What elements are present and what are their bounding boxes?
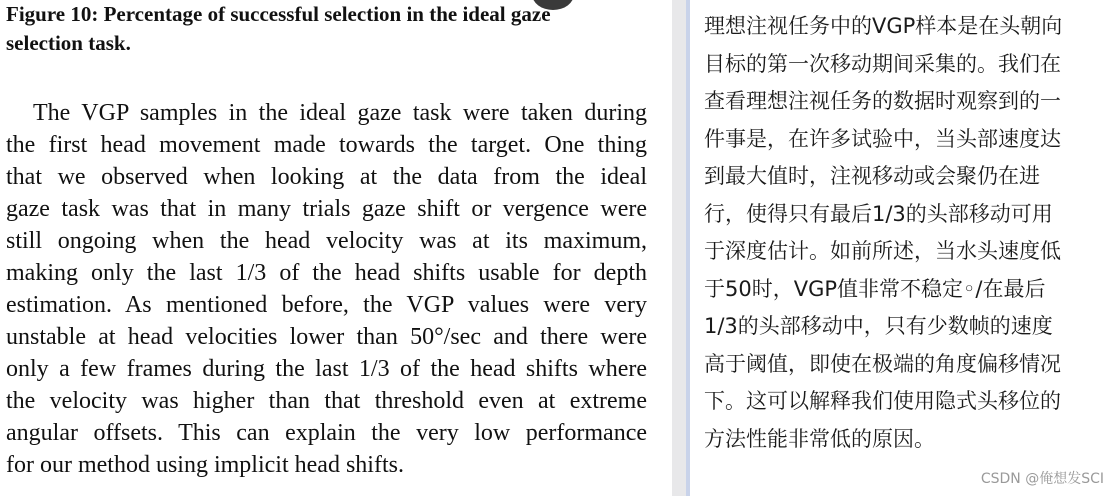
figure-caption-line-1: Figure 10: Percentage of successful selection in the ideal gaze [6, 2, 551, 26]
translation-line: 1/3的头部移动中，只有少数帧的速度 [704, 314, 1053, 338]
paragraph-line: still ongoing when the head velocity was at its maximum, [6, 228, 647, 254]
translation-line: 方法性能非常低的原因。 [704, 426, 935, 451]
paragraph-line: the first head movement made towards the target. One thing [6, 132, 647, 158]
translation-line: 到最大值时，注视移动或会聚仍在进 [704, 164, 1040, 188]
paragraph-body [6, 97, 647, 481]
paragraph-line: for our method using implicit head shifts. [6, 452, 404, 478]
translation-line: 行，使得只有最后1/3的头部移动可用 [704, 201, 1053, 226]
translation-line: 下。这可以解释我们使用隐式头移位的 [704, 389, 1061, 413]
translation-line: 于50时，VGP值非常不稳定◦/在最后 [704, 276, 1046, 301]
paragraph-line: gaze task was that in many trials gaze shift or vergence were [6, 196, 647, 222]
paragraph-line: the velocity was higher than that threshold even at extreme [6, 388, 647, 414]
translation-line: 高于阈值，即使在极端的角度偏移情况 [704, 351, 1061, 376]
translation-paragraph [704, 8, 1104, 458]
translation-line: 查看理想注视任务的数据时观察到的一 [704, 89, 1061, 113]
figure-caption-line-2: selection task. [6, 31, 131, 55]
paragraph-line: estimation. As mentioned before, the VGP values were very [6, 292, 647, 318]
paragraph-line: that we observed when looking at the data from the ideal [6, 164, 647, 190]
translation-line: 理想注视任务中的VGP样本是在头朝向 [704, 14, 1063, 38]
translation-pane [690, 0, 1118, 496]
translation-line: 件事是，在许多试验中，当头部速度达 [704, 126, 1061, 151]
paragraph-line: angular offsets. This can explain the very low performance [6, 420, 647, 446]
paragraph-line: only a few frames during the last 1/3 of the head shifts where [6, 356, 647, 382]
translation-line: 目标的第一次移动期间采集的。我们在 [704, 51, 1061, 76]
translation-line: 于深度估计。如前所述，当水头速度低 [704, 239, 1061, 263]
paragraph-line: making only the last 1/3 of the head shifts usable for depth [6, 260, 647, 286]
figure-caption [6, 0, 656, 58]
paragraph-line: unstable at head velocities lower than 50°/sec and there were [6, 324, 647, 350]
paragraph-line: The VGP samples in the ideal gaze task were taken during [33, 100, 647, 126]
csdn-watermark: CSDN @俺想发SCI [980, 471, 1104, 487]
